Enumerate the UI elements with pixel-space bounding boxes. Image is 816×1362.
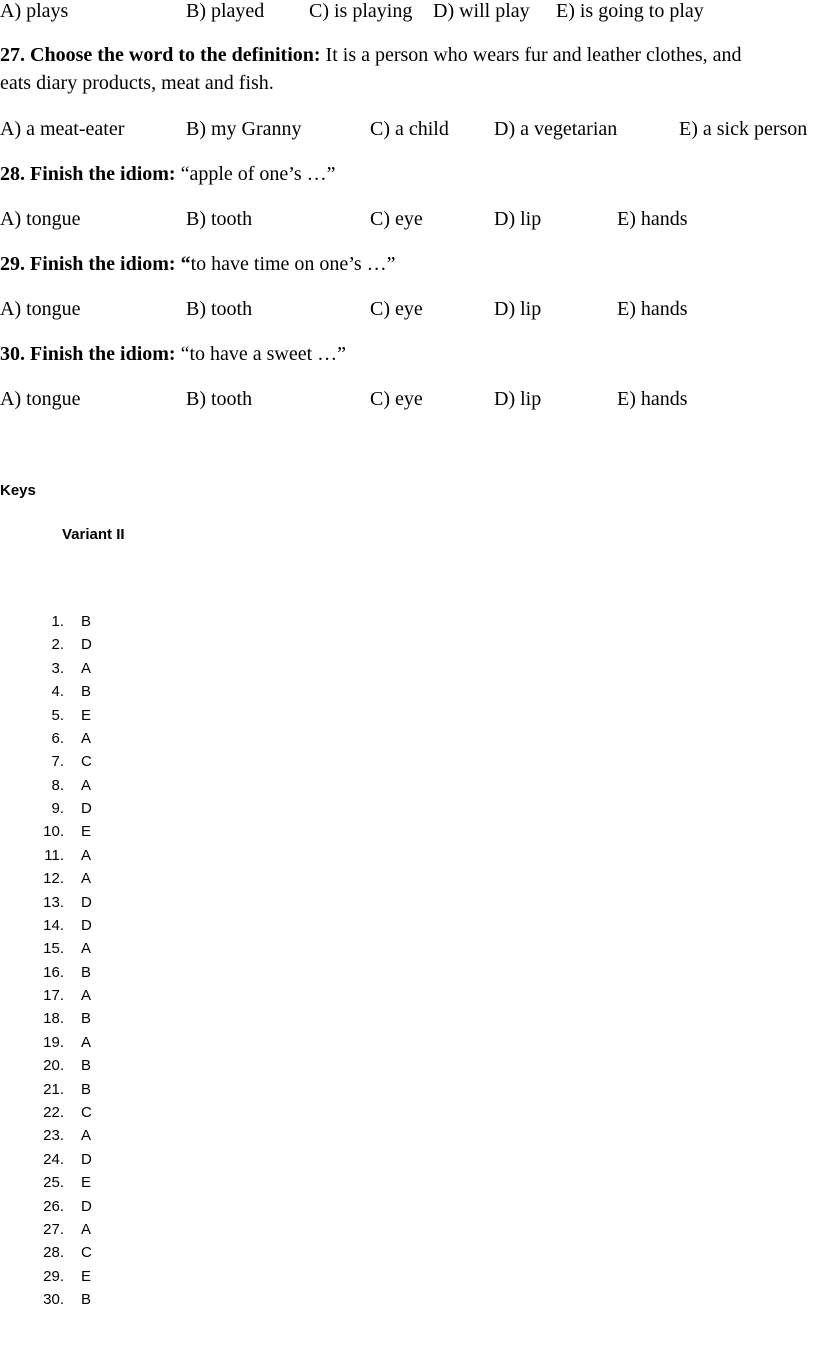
q27-option-a: A) a meat-eater (0, 118, 125, 140)
q26-option-a: A) plays (0, 0, 69, 22)
answer-key-letter: D (81, 1197, 92, 1215)
answer-key-number: 1. (51, 613, 64, 630)
q27-text-line2: eats diary products, meat and fish. (0, 72, 274, 94)
q27-option-d: D) a vegetarian (494, 118, 618, 140)
answer-key-item (0, 917, 200, 937)
q27-option-b: B) my Granny (186, 118, 302, 140)
answer-key-letter: B (81, 1291, 92, 1309)
answer-key-number: 13. (43, 893, 64, 911)
answer-key-letter: C (81, 1103, 92, 1121)
answer-key-number: 29. (43, 1267, 64, 1285)
answer-key-letter: B (81, 1010, 92, 1028)
answer-key-item (0, 1268, 200, 1288)
answer-key-number: 19. (43, 1033, 64, 1051)
answer-key-letter: A (81, 1127, 92, 1145)
answer-key-letter: B (81, 613, 92, 630)
answer-key-item (0, 1034, 200, 1054)
answer-key-number: 9. (51, 800, 64, 818)
answer-key-letter: A (81, 1033, 92, 1051)
answer-key-letter: A (81, 940, 92, 958)
answer-key-list (0, 0, 200, 1362)
answer-key-letter: D (81, 916, 92, 934)
answer-key-item (0, 1221, 200, 1241)
answer-key-number: 21. (43, 1080, 64, 1098)
q28-number: 28 (0, 163, 20, 185)
q30-option-d: D) lip (494, 388, 542, 410)
answer-key-item (0, 636, 200, 656)
answer-key-item (0, 1151, 200, 1171)
answer-key-letter: D (81, 1150, 92, 1168)
q29-option-a: A) tongue (0, 298, 81, 320)
answer-key-item (0, 987, 200, 1007)
answer-key-number: 14. (43, 916, 64, 934)
answer-key-item (0, 683, 200, 703)
answer-key-item (0, 800, 200, 820)
answer-key-letter: A (81, 659, 92, 677)
answer-key-item (0, 1244, 200, 1264)
q26-option-e: E) is going to play (556, 0, 704, 22)
answer-key-number: 30. (43, 1291, 64, 1309)
answer-key-letter: D (81, 636, 92, 654)
q27-option-e: E) a sick person (679, 118, 808, 140)
answer-key-letter: B (81, 1080, 92, 1098)
answer-key-item (0, 753, 200, 773)
answer-key-item (0, 1291, 200, 1311)
answer-key-number: 15. (43, 940, 64, 958)
answer-key-letter: B (81, 963, 92, 981)
answer-key-number: 2. (51, 636, 64, 654)
q29-option-e: E) hands (617, 298, 688, 320)
q29-option-d: D) lip (494, 298, 542, 320)
answer-key-letter: E (81, 1174, 92, 1192)
answer-key-number: 3. (51, 659, 64, 677)
answer-key-number: 25. (43, 1174, 64, 1192)
q30-option-b: B) tooth (186, 388, 253, 410)
q29-label: 29. Finish the idiom: “ (0, 253, 191, 275)
q30-option-e: E) hands (617, 388, 688, 410)
answer-key-letter: B (81, 683, 92, 701)
answer-key-number: 26. (43, 1197, 64, 1215)
answer-key-item (0, 870, 200, 890)
answer-key-letter: A (81, 729, 92, 747)
answer-key-item (0, 847, 200, 867)
answer-key-number: 24. (43, 1150, 64, 1168)
q28-option-e: E) hands (617, 208, 688, 230)
answer-key-letter: E (81, 823, 92, 841)
answer-key-item (0, 1174, 200, 1194)
q28-option-d: D) lip (494, 208, 542, 230)
q28-option-c: C) eye (370, 208, 423, 230)
q28-option-b: B) tooth (186, 208, 253, 230)
answer-key-item (0, 894, 200, 914)
answer-key-letter: E (81, 1267, 92, 1285)
q29-text: to have time on one’s …” (190, 253, 396, 275)
answer-key-letter: B (81, 1057, 92, 1075)
q26-option-b: B) played (186, 0, 265, 22)
answer-key-item (0, 1198, 200, 1218)
answer-key-item (0, 1081, 200, 1101)
q28-text: “apple of one’s …” (175, 163, 336, 185)
q29-option-b: B) tooth (186, 298, 253, 320)
answer-key-item (0, 660, 200, 680)
q30-option-c: C) eye (370, 388, 423, 410)
answer-key-number: 27. (43, 1220, 64, 1238)
answer-key-item (0, 1104, 200, 1124)
answer-key-letter: A (81, 846, 92, 864)
answer-key-letter: E (81, 706, 92, 724)
q30-option-a: A) tongue (0, 388, 81, 410)
answer-key-number: 4. (51, 683, 64, 701)
answer-key-number: 11. (44, 846, 64, 864)
q27-label: . Choose the word to the definition: (20, 44, 321, 66)
variant-heading: Variant II (62, 526, 125, 543)
q28-option-a: A) tongue (0, 208, 81, 230)
q27-number: 27 (0, 44, 20, 66)
answer-key-number: 7. (51, 753, 64, 771)
answer-key-number: 22. (43, 1103, 64, 1121)
keys-heading: Keys (0, 482, 36, 499)
answer-key-letter: D (81, 893, 92, 911)
answer-key-item (0, 777, 200, 797)
answer-key-item (0, 707, 200, 727)
answer-key-letter: A (81, 776, 92, 794)
q27-option-c: C) a child (370, 118, 449, 140)
answer-key-number: 6. (51, 729, 64, 747)
answer-key-number: 16. (43, 963, 64, 981)
q26-option-d: D) will play (433, 0, 530, 22)
answer-key-number: 8. (51, 776, 64, 794)
answer-key-number: 17. (43, 987, 64, 1005)
answer-key-letter: C (81, 1244, 92, 1262)
q27-text-line1: It is a person who wears fur and leather clothes, and (320, 44, 742, 66)
answer-key-letter: A (81, 1220, 92, 1238)
answer-key-item (0, 730, 200, 750)
answer-key-letter: A (81, 870, 92, 888)
answer-key-letter: C (81, 753, 92, 771)
answer-key-item (0, 1127, 200, 1147)
answer-key-item (0, 1010, 200, 1030)
q26-option-c: C) is playing (309, 0, 413, 22)
answer-key-number: 20. (43, 1057, 64, 1075)
answer-key-number: 10. (43, 823, 64, 841)
answer-key-number: 23. (43, 1127, 64, 1145)
q28-label: . Finish the idiom: (20, 163, 176, 185)
answer-key-number: 12. (43, 870, 64, 888)
q30-text: “to have a sweet …” (175, 343, 347, 365)
q29-option-c: C) eye (370, 298, 423, 320)
answer-key-item (0, 613, 200, 633)
answer-key-letter: A (81, 987, 92, 1005)
answer-key-number: 28. (43, 1244, 64, 1262)
answer-key-number: 5. (51, 706, 64, 724)
answer-key-item (0, 964, 200, 984)
answer-key-item (0, 823, 200, 843)
answer-key-letter: D (81, 800, 92, 818)
answer-key-item (0, 940, 200, 960)
q30-label: 30. Finish the idiom: (0, 343, 176, 365)
answer-key-item (0, 1057, 200, 1077)
answer-key-number: 18. (43, 1010, 64, 1028)
